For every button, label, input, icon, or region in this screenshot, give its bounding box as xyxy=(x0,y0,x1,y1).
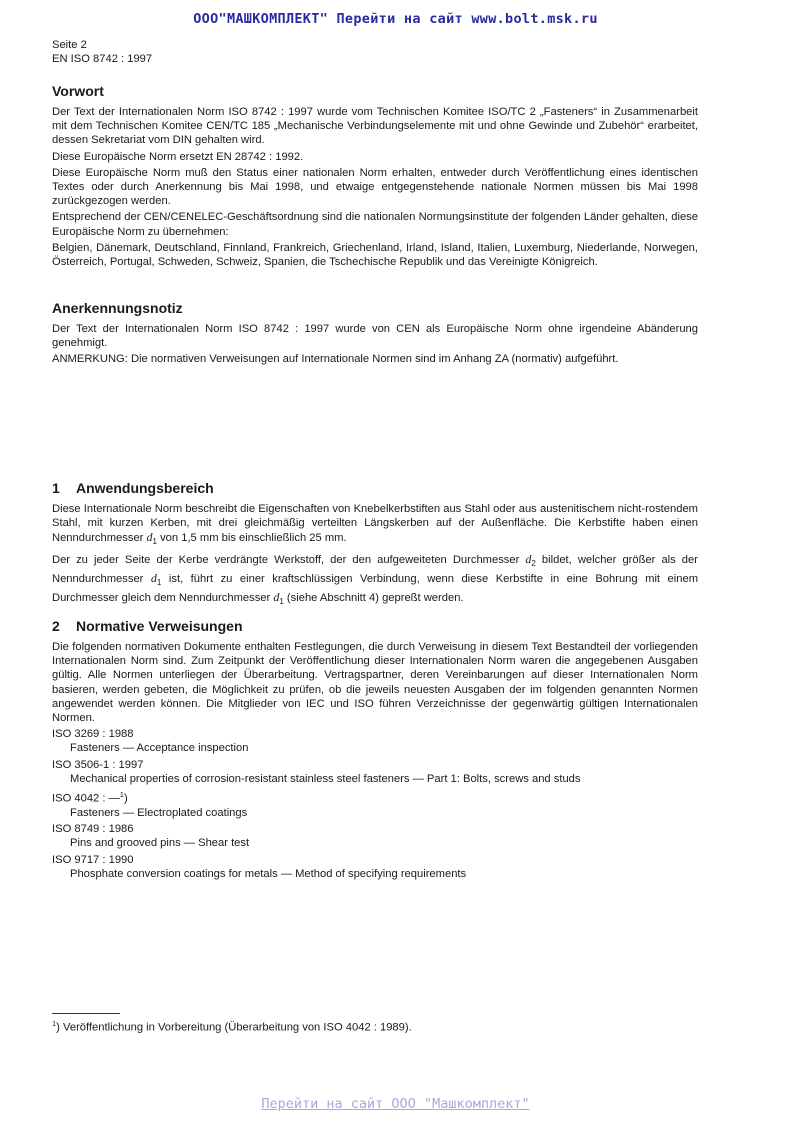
vorwort-heading: Vorwort xyxy=(52,83,104,99)
country-list: Belgien, Dänemark, Deutschland, Finnland, Frankreich, Griechenland, Irland, Island, Italien, Luxemburg, Niederlande, Norwegen, Österreich, Portugal, Schweden, Schweiz, Spanien, die Tschechische Republik und das Vereinigte Königreich. xyxy=(52,241,698,269)
standard-id: EN ISO 8742 : 1997 xyxy=(52,52,153,65)
section-1 xyxy=(52,480,698,611)
bottom-banner-link[interactable]: Перейти на сайт ООО "Машкомплект" xyxy=(261,1096,530,1112)
references-intro: Die folgenden normativen Dokumente enthalten Festlegungen, die durch Verweisung in diesem Text Bestandteil der vorliegenden Internationalen Norm sind. Zum Zeitpunkt der Veröffentlichung dieser Internationalen Norm waren die angegebenen Ausgaben gültig. Alle Normen unterliegen der Überarbeitung. Vertragspartner, deren Vereinbarungen auf dieser Internationalen Norm basieren, werden gebeten, die Möglichkeit zu prüfen, ob die jeweils neuesten Ausgaben der im folgenden genannten Normen angewendet werden können. Die Mitglieder von IEC und ISO führen Verzeichnisse der gegenwärtig gültigen Internationalen Normen. xyxy=(52,641,698,725)
variable-d: d xyxy=(525,551,532,566)
variable-d: d xyxy=(150,570,157,585)
top-banner-link[interactable]: ООО"МАШКОМПЛЕКТ" Перейти на сайт www.bolt.msk.ru xyxy=(193,11,598,27)
reference-title: Phosphate conversion coatings for metals — Method of specifying requirements xyxy=(70,867,467,880)
section-2-heading xyxy=(52,618,698,635)
anerkennung-heading: Anerkennungsnotiz xyxy=(52,300,183,316)
reference-number: ISO 9717 : 1990 xyxy=(52,853,134,866)
footnote-mark: 1 xyxy=(52,1019,57,1028)
page-number: Seite 2 xyxy=(52,39,87,51)
reference-entry xyxy=(52,822,698,850)
section-2 xyxy=(52,618,698,883)
vorwort-paragraph: Diese Europäische Norm ersetzt EN 28742 : 1992. xyxy=(52,150,304,163)
vorwort-paragraph: Der Text der Internationalen Norm ISO 8742 : 1997 wurde vom Technischen Komitee ISO/TC 2 „Fasteners“ in Zusammenarbeit mit dem Technischen Komitee CEN/TC 185 „Mechanische Verbindungselemente mit und ohne Gewinde und Zubehör“ erarbeitet, dessen Sekretariat vom DIN gehalten wird. xyxy=(52,106,698,147)
reference-title: Fasteners — Acceptance inspection xyxy=(70,742,249,755)
anmerkung-note: ANMERKUNG: Die normativen Verweisungen auf Internationale Normen sind im Anhang ZA (normativ) aufgeführt. xyxy=(52,353,619,366)
vorwort-paragraph: Diese Europäische Norm muß den Status einer nationalen Norm erhalten, entweder durch Veröffentlichung eines identischen Textes oder durch Anerkennung bis Mai 1998, und etwaige entgegenstehende nationale Normen müssen bis Mai 1998 zurückgezogen werden. xyxy=(52,166,698,208)
section-number: 2 xyxy=(52,618,60,634)
reference-title: Pins and grooved pins — Shear test xyxy=(70,837,250,850)
footnote-divider xyxy=(52,1013,120,1014)
reference-entry xyxy=(52,727,698,755)
reference-number: ISO 3506-1 : 1997 xyxy=(52,758,144,771)
reference-entry xyxy=(52,788,698,820)
reference-title: Mechanical properties of corrosion-resistant stainless steel fasteners — Part 1: Bolts, screws and studs xyxy=(70,772,581,785)
anerkennung-section xyxy=(52,300,698,369)
vorwort-section xyxy=(52,83,698,271)
vorwort-paragraph: Entsprechend der CEN/CENELEC-Geschäftsordnung sind die nationalen Normungsinstitute der folgenden Länder gehalten, diese Europäische Norm zu übernehmen: xyxy=(52,211,698,238)
section-1-heading xyxy=(52,480,698,497)
scope-paragraph: Diese Internationale Norm beschreibt die Eigenschaften von Knebelkerbstiften aus Stahl oder aus austenitischem nicht-rostendem Stahl, mit kurzen Kerben, mit drei gleichmäßig verteilten Längskerben auf der Außenfläche. Die Kerbstifte haben einen Nenndurchmesser $d_1$ von 1,5 mm bis einschließlich 25 mm. xyxy=(52,503,698,547)
variable-d: d xyxy=(273,590,280,605)
reference-number: ISO 8749 : 1986 xyxy=(52,823,134,836)
reference-entry xyxy=(52,758,698,786)
scope-paragraph: Der zu jeder Seite der Kerbe verdrängte Werkstoff, der den aufgeweiteten Durchmesser $d_2$ bildet, welcher größer als der Nenndurchmesser $d_1$ ist, führt zu einer kraftschlüssigen Verbindung, wenn diese Kerbstifte in eine Bohrung mit einem Durchmesser gleich dem Nenndurchmesser $d_1$ (siehe Abschnitt 4) gepreßt werden. xyxy=(52,551,699,607)
anerkennung-paragraph: Der Text der Internationalen Norm ISO 8742 : 1997 wurde von CEN als Europäische Norm ohne irgendeine Abänderung genehmigt. xyxy=(52,323,698,350)
section-title: Normative Verweisungen xyxy=(76,618,243,634)
reference-entry xyxy=(52,853,698,881)
section-number: 1 xyxy=(52,480,60,496)
section-title: Anwendungsbereich xyxy=(76,480,214,496)
reference-title: Fasteners — Electroplated coatings xyxy=(70,806,248,819)
footnote xyxy=(52,1019,412,1034)
reference-number: ISO 3269 : 1988 xyxy=(52,728,134,741)
footnote-text: ) Veröffentlichung in Vorbereitung (Überarbeitung von ISO 4042 : 1989). xyxy=(56,1021,412,1034)
page-header xyxy=(52,39,152,66)
footnote-ref: 1 xyxy=(119,790,124,800)
variable-d: d xyxy=(146,530,153,545)
reference-number: ISO 4042 : —$^1$) xyxy=(52,790,128,805)
